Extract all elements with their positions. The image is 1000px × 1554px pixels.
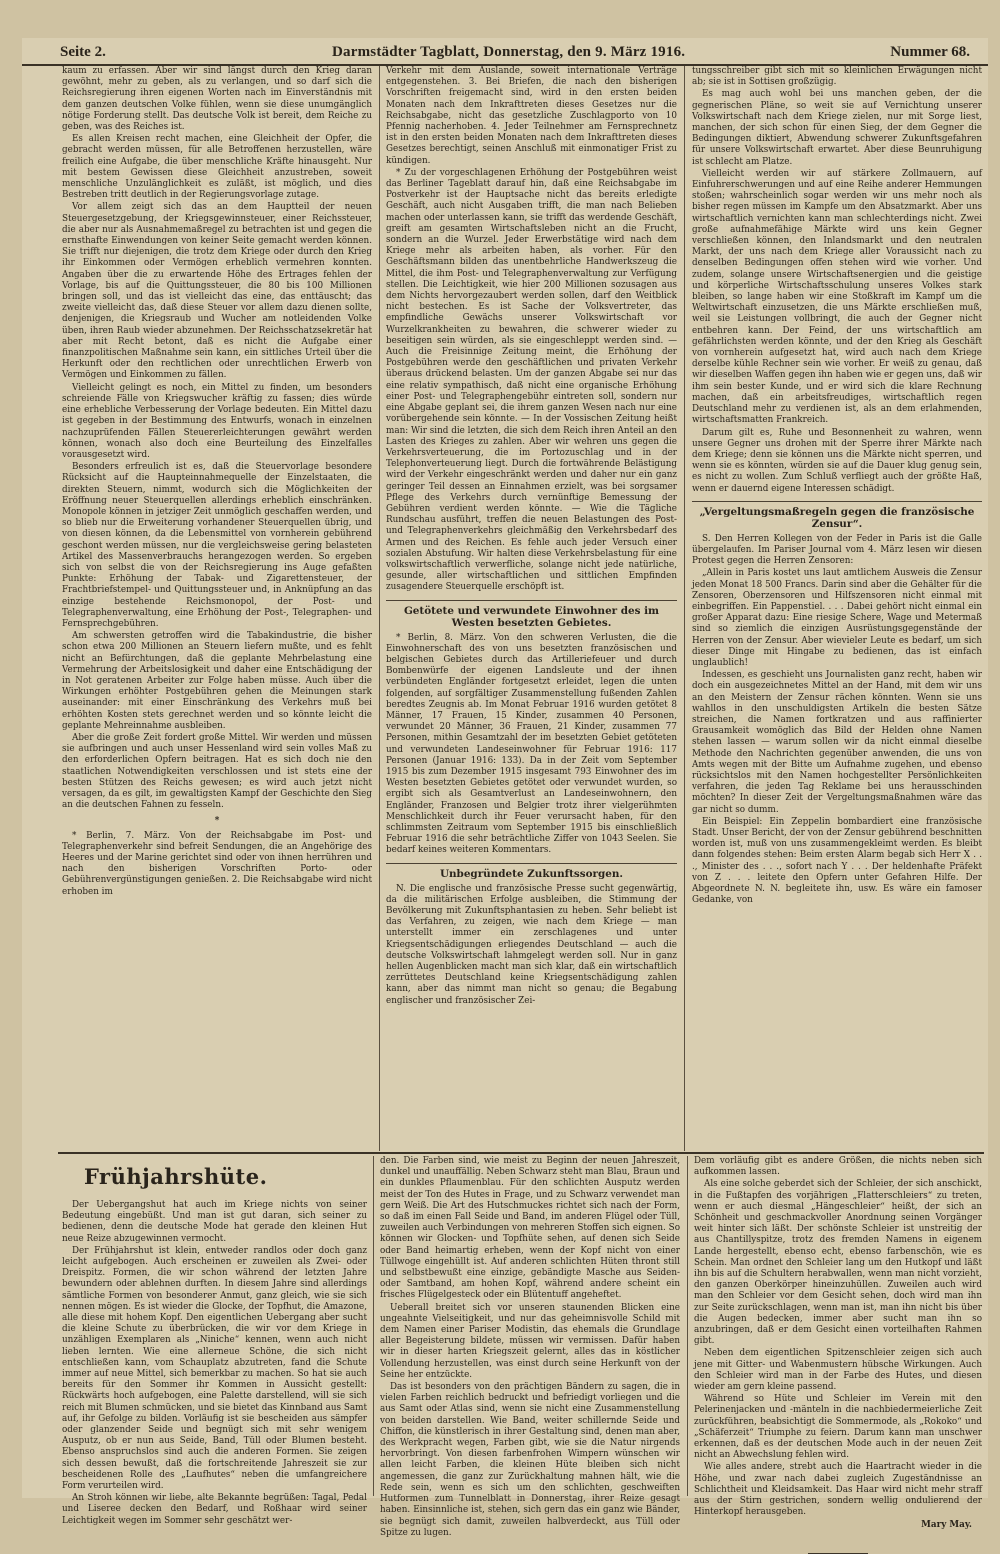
- paragraph: Vor allem zeigt sich das an dem Hauptteil der neuen Steuergesetzgebung, der Kriegsgewinnsteuer, einer Reichssteuer, die aber nur als Ausnahmemaßregel zu betrachten ist und gegen die ernsthafte Einwendungen von keiner Seite gemacht werden können. Sie trifft nur diejenigen, die trotz dem Kriege oder durch den Krieg ihr Einkommen oder Vermögen erheblich vermehren konnten. Angaben über die zu erwartende Höhe des Ertrages fehlen der Vorlage, bis auf die Quittungssteuer, die 80 bis 100 Millionen bringen soll, und das ist vielleicht das eine, das enttäuscht; das zweite vielleicht das, daß diese Steuer vor allem dazu dienen sollte, denjenigen, die Kriegsraub und Wucher am notleidenden Volke üben, ihren Raub wieder abzunehmen. Der Reichsschatzsekretär hat aber mit Recht betont, daß es nicht die Aufgabe einer finanzpolitischen Maßnahme sein kann, ein sittliches Urteil über die Herkunft oder den rechtlichen oder unrechtlichen Erwerb von Vermögen und Einkommen zu fällen.: [62, 202, 372, 381]
- column-divider: [379, 66, 380, 1151]
- feuilleton-column-3: [694, 1156, 982, 1530]
- paragraph: „Allein in Paris kostet uns laut amtlichem Ausweis die Zensur jeden Monat 18 500 Francs. Darin sind aber die Gehälter für die Zensoren, Oberzensoren und Hilfszensoren nicht einmal mit einbegriffen. Ein Pappenstiel. . . . Dabei gehört nicht einmal ein großer Apparat dazu: Eine riesige Schere, Wage und Metermaß sind so ziemlich die einzigen Ausrüstungsgegenstände der Herren von der Zensur. Aber wievieler Leute es bedarf, um sich dieser Dinge mit Hingabe zu bedienen, das ist einfach unglaublich!: [692, 568, 982, 668]
- article-heading: „Vergeltungsmaßregeln gegen die französische Zensur“.: [692, 501, 982, 530]
- paragraph: * Berlin, 8. März. Von den schweren Verlusten, die die Einwohnerschaft des von uns besetzten französischen und belgischen Gebietes durch das Artilleriefeuer und durch Bombenwürfe der eigenen Landsleute und der ihnen verbündeten Engländer fortgesetzt erleidet, legen die unten folgenden, auf sorgfältiger Zusammenstellung fußenden Zahlen beredtes Zeugnis ab. Im Monat Februar 1916 wurden getötet 8 Männer, 17 Frauen, 15 Kinder, zusammen 40 Personen, verwundet 20 Männer, 36 Frauen, 21 Kinder, zusammen 77 Personen, mithin Gesamtzahl der im besetzten Gebiet getöteten und verwundeten Landeseinwohner für Februar 1916: 117 Personen (Januar 1916: 133). Da in der Zeit vom September 1915 bis zum Dezember 1915 insgesamt 793 Einwohner des im Westen besetzten Gebietes getötet oder verwundet wurden, so ergibt sich als Gesamtverlust an Landeseinwohnern, den Engländer, Franzosen und Belgier trotz ihrer vielgerühmten Menschlichkeit durch ihr Feuer verursacht haben, für den schlimmsten Zeitraum vom September 1915 bis einschließlich Februar 1916 die sehr beträchtliche Ziffer von 1043 Seelen. Sie bedarf keines weiteren Kommentars.: [386, 632, 677, 856]
- column-divider: [373, 1156, 374, 1496]
- paragraph: Vielleicht gelingt es noch, ein Mittel zu finden, um besonders schreiende Fälle von Kriegswucher kräftig zu fassen; dies würde eine erhebliche Verbesserung der Vorlage bedeuten. Ein Mittel dazu ist gegeben in der Bestimmung des Entwurfs, wonach in einzelnen nachzuprüfenden Fällen Steuererleichterungen gewährt werden können, wonach also doch eine Beurteilung des Einzelfalles vorausgesetzt wird.: [62, 382, 372, 460]
- paragraph: Ein Beispiel: Ein Zeppelin bombardiert eine französische Stadt. Unser Bericht, der von der Zensur gebührend beschnitten worden ist, muß von uns zusammengekleimt werden. Es bleibt dann folgendes stehen: Beim ersten Alarm begab sich Herr X . . ., Minister des . . ., sofort nach Y . . . Der heldenhafte Präfekt von Z . . . leitete den Opfern unter Gefahren Hilfe. Der Abgeordnete N. N. begleitete ihn, usw. Es wäre ein famoser Gedanke, von: [692, 816, 983, 906]
- paragraph: Darum gilt es, Ruhe und Besonnenheit zu wahren, wenn unsere Gegner uns drohen mit der Sperre ihrer Märkte nach dem Kriege; denn sie können uns die Märkte nicht sperren, und wenn sie es könnten, würden sie auf die Dauer klug genug sein, es nicht zu wollen. Zum Schluß verfliegt auch der größte Haß, wenn er dauernd eigene Interessen schädigt.: [692, 427, 982, 494]
- paragraph: Aber die große Zeit fordert große Mittel. Wir werden und müssen sie aufbringen und auch unser Hessenland wird sein volles Maß zu den erforderlichen Opfern beitragen. Hat es sich doch nie den staatlichen Notwendigkeiten verschlossen und ist stets eine der besten Stützen des Reichs gewesen; es wird auch jetzt nicht versagen, da es gilt, im gewaltigsten Kampf der Geschichte den Sieg an die deutschen Fahnen zu fesseln.: [62, 732, 372, 811]
- feuilleton-title: Frühjahrshüte.: [84, 1164, 268, 1189]
- column-divider: [687, 1156, 688, 1496]
- feuilleton-column-2: [380, 1156, 680, 1538]
- paragraph: S. Den Herren Kollegen von der Feder in Paris ist die Galle übergelaufen. Im Pariser Journal vom 4. März lesen wir diesen Protest gegen die Herren Zensoren:: [692, 533, 982, 567]
- paragraph: Besonders erfreulich ist es, daß die Steuervorlage besondere Rücksicht auf die Haupteinnahmequelle der Einzelstaaten, die direkten Steuern, nimmt, wodurch sich die Möglichkeiten der Eröffnung neuer Steuerquellen allerdings erheblich einschränken. Monopole können in jetziger Zeit unmöglich geschaffen werden, und so blieb nur die Erweiterung vorhandener Steuerquellen übrig, und von diesen können, da die Lebensmittel von vornherein gebührend geschont werden müssen, nur die vergleichsweise gering belasteten Artikel des Massenverbrauchs herangezogen werden. So ergeben sich von selbst die von der Reichsregierung ins Auge gefaßten Punkte: Erhöhung der Tabak- und Zigarettensteuer, der Frachtbriefstempel- und Quittungssteuer und, in Anknüpfung an das einzige bestehende Reichsmonopol, der Post- und Telegraphenverwaltung, eine Erhöhung der Post-, Telegraphen- und Fernsprechgebühren.: [62, 462, 372, 629]
- masthead-date: Darmstädter Tagblatt, Donnerstag, den 9. März 1916.: [332, 44, 686, 60]
- paragraph: kaum zu erfassen. Aber wir sind längst durch den Krieg daran gewöhnt, mehr zu geben, als zu verlangen, und so darf sich die Reichsregierung ihren eigenen Worten nach im Einverständnis mit dem ganzen deutschen Volke fühlen, wenn sie diese unumgänglich nötige Forderung stellt. Das deutsche Volk ist bereit, dem Reiche zu geben, was des Reiches ist.: [62, 66, 372, 133]
- section-star-divider: *: [214, 816, 220, 827]
- page-header: [22, 42, 988, 66]
- paragraph: Während so Hüte und Schleier im Verein mit den Pelerinenjacken und -mänteln in die nachbiedermeierliche Zeit zurückführen, beabsichtigt die Sommermode, als „Rokoko“ und „Schäferzeit“ Triumphe zu feiern. Darum kann man unschwer erkennen, daß es der deutschen Mode auch in der neuen Zeit nicht an Abwechslung fehlen wird.: [694, 1394, 982, 1461]
- paragraph: Vielleicht werden wir auf stärkere Zollmauern, auf Einfuhrerschwerungen und auf eine Reihe anderer Hemmungen stoßen; wahrscheinlich sogar werden wir uns mehr noch als bisher regen müssen im Kampfe um den Absatzmarkt. Aber uns wirtschaftlich vernichten kann man schlechterdings nicht. Zwei große aufnahmefähige Märkte wird uns kein Gegner verschließen können, den Inlandsmarkt und den neutralen Markt, der uns nach dem Kriege aller Voraussicht nach zu denselben Bedingungen offen stehen wird wie vorher. Und zudem, solange unsere Wirtschaftsenergien und die geistige und körperliche Wirtschaftsschulung unseres Volkes stark bleiben, so lange haben wir eine Stoßkraft im Kampf um die Weltwirtschaft einzusetzen, die uns Märkte erschließen muß, weil sie Leistungen vollbringt, die auch der Gegner nicht entbehren kann. Der Feind, der uns wirtschaftlich am gefährlichsten werden könnte, und der den Krieg als Geschäft von vornherein aufgesetzt hat, wird auch nach dem Kriege derselbe kühle Rechner sein wie vorher. Er weiß zu genau, daß wir dieselben Waffen gegen ihn haben wie er gegen uns, daß wir ihm sein bester Kunde, und er wird sich die klare Rechnung machen, daß ein arbeitsfreudiges, wirtschaftlich regen Deutschland mehr zu verdienen ist, als an dem erlahmenden, wirtschaftsmatten Frankreich.: [692, 168, 982, 426]
- article-heading: Getötete und verwundete Einwohner des im Westen besetzten Gebietes.: [386, 600, 677, 629]
- paragraph: Verkehr mit dem Auslande, soweit internationale Verträge entgegenstehen. 3. Bei Briefen, die nach den bisherigen Vorschriften freigemacht sind, wird in den ersten beiden Monaten nach dem Inkrafttreten dieses Gesetzes nur die Reichsabgabe, nicht das gesetzliche Zuschlagporto von 10 Pfennig nacherhoben. 4. Jeder Teilnehmer am Fernsprechnetz ist in den ersten beiden Monaten nach dem Inkrafttreten dieses Gesetzes berechtigt, seinen Anschluß mit einmonatiger Frist zu kündigen.: [386, 66, 677, 166]
- paragraph: Der Uebergangshut hat auch im Kriege nichts von seiner Bedeutung eingebüßt. Und man ist gut daran, sich seiner zu bedienen, denn die deutsche Mode hat gerade den kleinen Hut neue Reize abzugewinnen vermocht.: [62, 1200, 367, 1244]
- paragraph: Ueberall breitet sich vor unseren staunenden Blicken eine ungeahnte Vielseitigkeit, und nur das geheimnisvolle Schild mit dem Namen einer Pariser Modistin, das ehemals die Grundlage aller Begeisterung bildete, müssen wir vermissen. Dafür haben wir in dieser harten Kriegszeit gelernt, alles das in köstlicher Vollendung herzustellen, was einst durch seine Herkunft von der Seine her entzückte.: [380, 1302, 680, 1380]
- paragraph: * Berlin, 7. März. Von der Reichsabgabe im Post- und Telegraphenverkehr sind befreit Sendungen, die an Angehörige des Heeres und der Marine gerichtet sind oder von ihnen herrühren und nach den bisherigen Vorschriften Porto- oder Gebührenvergünstigungen genießen. 2. Die Reichsabgabe wird nicht erhoben im: [62, 830, 372, 897]
- column-1: [62, 66, 372, 1148]
- paragraph: Wie alles andere, strebt auch die Haartracht wieder in die Höhe, und zwar nach dabei zugleich Zugeständnisse an Schlichtheit und Kleidsamkeit. Das Haar wird nicht mehr straff aus der Stirn gestrichen, sondern wellig ondulierend der Hinterkopf herausgeben.: [694, 1462, 982, 1518]
- page-number: Seite 2.: [60, 44, 106, 60]
- issue-number: Nummer 68.: [890, 44, 970, 60]
- paragraph: Es allen Kreisen recht machen, eine Gleichheit der Opfer, die gebracht werden müssen, für alle Betroffenen herzustellen, wäre freilich eine Aufgabe, die über menschliche Kräfte hinausgeht. Nur mit bestem Gewissen diese Gleichheit anzustreben, soweit menschliche Unzulänglichkeit es zuläßt, ist möglich, und dies Bestreben tritt deutlich in der Regierungsvorlage zutage.: [62, 134, 372, 201]
- paragraph: An Stroh können wir liebe, alte Bekannte begrüßen: Tagal, Pedal und Liseree decken den Bedarf, und Roßhaar wird seiner Leichtigkeit wegen im Sommer sehr geschätzt wer-: [62, 1493, 367, 1526]
- paragraph: Am schwersten getroffen wird die Tabakindustrie, die bisher schon etwa 200 Millionen an Steuern liefern mußte, und es fehlt nicht an Befürchtungen, daß die geplante Mehrbelastung eine Vermehrung der Arbeitslosigkeit und daher eine Entschädigung der in Not geratenen Arbeiter zur Folge haben müsse. Auch über die Wirkungen erhöhter Postgebühren gehen die Meinungen stark auseinander: mit einer Einschränkung des Verkehrs muß bei erhöhten Kosten stets gerechnet werden und so könnte leicht die geplante Mehreinnahme ausbleiben.: [62, 631, 372, 731]
- newspaper-page: [22, 38, 988, 1538]
- paragraph: * Zu der vorgeschlagenen Erhöhung der Postgebühren weist das Berliner Tageblatt darauf hin, daß eine Reichsabgabe im Postverkehr ist der Hauptsache nicht das bereits erledigte Geschäft, auch nicht Ausgaben trifft, die man nach Belieben machen oder unterlassen kann, sie trifft das werdende Geschäft, greift am gesamten Wirtschaftsleben nicht an die Frucht, sondern an die Wurzel. Jeder Erwerbstätige wird nach dem Kriege mehr als arbeiten haben, als vorher. Für den Geschäftsmann bilden das unentbehrliche Handwerkszeug die Mittel, die ihm Post- und Telegraphenverwaltung zur Verfügung stellen. Die Leichtigkeit, wie hier 200 Millionen sozusagen aus dem Nichts hervorgezaubert werden sollen, darf den Weitblick nicht bestechen. Es ist Sache der Volksvertreter, das empfindliche Gewächs unserer Volkswirtschaft vor Wurzelkrankheiten zu bewahren, die schwerer wieder zu beseitigen sein würden, als sie eingeschleppt werden sind. — Auch die Freisinnige Zeitung meint, die Erhöhung der Postgebühren werde den geschäftlichen und privaten Verkehr überaus drückend belasten. Um der ganzen Abgabe sei nur das eine relativ sympathisch, daß nicht eine organische Erhöhung einer Post- und Telegraphengebühr eintreten soll, sondern nur eine Abgabe geplant sei, die ihrem ganzen Wesen nach nur eine vorübergehende sein könnte. — In der Vossischen Zeitung heißt man: Wir sind die letzten, die sich dem Reich ihren Anteil an den Lasten des Krieges zu zahlen. Aber wir wehren uns gegen die Verkehrsverteuerung, die im Portozuschlag und in der Telephonverteuerung liegt. Durch die fortwährende Belästigung wird der Verkehr eingeschränkt werden und daher nur ein ganz geringer Teil dessen an Einnahmen erzielt, was bei sorgsamer Pflege des Verkehrs durch vernünftige Bemessung der Gebühren verdient werden könnte. — Wie die Tägliche Rundschau ausführt, treffen die neuen Belastungen des Post- und Telegraphenverkehrs gleichmäßig den Verkehrsbedarf des Armen und des Reichen. Es fehle auch jeder Versuch einer sozialen Abstufung. Wir halten diese Verkehrsbelastung für eine volkswirtschaftlich verwerfliche, solange nicht jede natürliche, gesunde, aller wirtschaftlichen und sittlichen Empfinden zusagendere Steuerquelle erschöpft ist.: [386, 167, 677, 593]
- paragraph: Als eine solche geberdet sich der Schleier, der sich anschickt, in die Fußtapfen des vorjährigen „Flatterschleiers“ zu treten, wenn er auch diesmal „Hängeschleier“ heißt, der sich an Schönheit und geschmackvoller Anordnung seinen Vorgänger weit hinter sich läßt. Der schönste Schleier ist unstreitig der aus Chantillyspitze, trotz des fremden Namens in eigenem Lande hergestellt, ebenso echt, ebenso farbenschön, wie es Schein. Man ordnet den Schleier lang um den Hutkopf und läßt ihn bis auf die Schultern herabwallen, wenn man nicht vorzieht, den ganzen Oberkörper hineinzuhüllen. Zuweilen auch wird man den Schleier vor dem Gesicht sehen, doch wird man ihn zur Seite zurückschlagen, wenn man ist, man ihn nicht bis über die Augen bedecken, immer aber sucht man ihn so anzubringen, daß er dem Gesicht einen vorteilhaften Rahmen gibt.: [694, 1179, 982, 1347]
- author-signature: Mary May.: [921, 1519, 972, 1530]
- paragraph: N. Die englische und französische Presse sucht gegenwärtig, da die militärischen Erfolge ausbleiben, die Stimmung der Bevölkerung mit Zukunftsphantasien zu heben. Sehr beliebt ist das Verfahren, zu zeigen, wie nach dem Kriege — man unterstellt immer ein zerschlagenes und unter Kriegsentschädigungen erliegendes Deutschland — auch die deutsche Volkswirtschaft lahmgelegt werden soll. Nur in ganz hellen Augenblicken macht man sich klar, daß ein wirtschaftlich zerrüttetes Deutschland keine Kriegsentschädigung zahlen kann, aber das nimmt man nicht so genau; die Begabung englischer und französischer Zei-: [386, 883, 677, 1006]
- column-3: [692, 66, 982, 1148]
- feuilleton-column-1: [62, 1156, 367, 1526]
- feuilleton-rule: [58, 1152, 984, 1154]
- paragraph: Es mag auch wohl bei uns manchen geben, der die gegnerischen Pläne, so weit sie auf Vernichtung unserer Volkswirtschaft nach dem Kriege zielen, nur mit Sorge liest, manchen, der sich schon für einen Sieg, der dem Gegner die Bedingungen diktiert, Abwendung schwerer Zukunftsgefahren für unsere Volkswirtschaft erwartet. Aber diese Beunruhigung ist schlecht am Platze.: [692, 89, 982, 167]
- paragraph: Indessen, es geschieht uns Journalisten ganz recht, haben wir doch ein ausgezeichnetes Mittel an der Hand, mit dem wir uns an den Meistern der Zensur rächen könnten. Wenn sie uns wahllos in den unschuldigsten Artikeln die besten Sätze streichen, die Namen fortkratzen und aus raffinierter Grausamkeit womöglich das Bild der Helden ohne Namen stehen lassen — warum sollen wir da nicht einmal dieselbe Methode den Nachrichten gegenüber anwenden, die uns von Amts wegen mit der Bitte um Aufnahme zugehen, und ebenso rücksichtslos mit den Namen hochgestellter Persönlichkeiten verfahren, die jeden Tag Reklame bei uns herausschinden möchten? In dieser Zeit der Vergeltungsmaßnahmen wäre das gar nicht so dumm.: [692, 670, 982, 815]
- paragraph: Der Frühjahrshut ist klein, entweder randlos oder doch ganz leicht aufgebogen. Auch erscheinen er zuweilen als Zwei- oder Dreispitz. Formen, die wir schon während der letzten Jahre bewundern oder ablehnen durften. In diesem Jahre sind allerdings sämtliche Formen von besonderer Anmut, ganz gleich, wie sie sich nennen mögen. Es ist wieder die Glocke, der Topfhut, die Amazone, alle diese mit hohem Kopf. Den eigentlichen Uebergang aber sucht die kleine Schute zu überbrücken, die wir vor dem Kriege in unzähligen Exemplaren als „Niniche“ kennen, wenn auch nicht lieben lernten. Wie eine allerneue Schöne, die sich nicht entschließen kann, vom Schauplatz abzutreten, fand die Schute immer auf neue Mittel, sich bemerkbar zu machen. So hat sie auch bereits für den Sommer ihr Kommen in Aussicht gestellt: Rückwärts hoch aufgebogen, eine Palette darstellend, will sie sich reich mit Blumen schmücken, und sie bietet das Kinnband aus Samt auf, ihr Gefolge zu bilden. Vorläufig ist sie bescheiden aus sämpfer oder glanzender Seide und begnügt sich mit sehr wenigem Ausputz, ob er nun aus Seide, Band, Tüll oder Blumen besteht. Ebenso anspruchslos sind auch die anderen Formen. Sie zeigen sich dessen bewußt, daß die fortschreitende Jahreszeit sie zur bescheidenen Rolle des „Laufhutes“ neben die umfangreichere Form verurteilen wird.: [62, 1245, 367, 1492]
- paragraph: den. Die Farben sind, wie meist zu Beginn der neuen Jahreszeit, dunkel und unauffällig. Neben Schwarz steht man Blau, Braun und ein dunkles Pflaumenblau. Für den schlichten Ausputz werden meist der Ton des Hutes in Frage, und zu Schwarz verwendet man gern Weiß. Die Art des Hutschmuckes richtet sich nach der Form, so daß im einen Fall Seide und Band, im anderen Flügel oder Tüll, zuweilen auch Verbindungen von mehreren Stoffen sich eignen. So können wir Glocken- und Topfhüte sehen, auf denen sich Seide oder Band heimartig erheben, wenn der Kopf nicht von einer Tüllwoge eingehüllt ist. Auf anderen schlichten Hüten thront still und selbstbewußt eine einzige, gebändigte Masche aus Seiden- oder Samtband, am hohen Kopf, während andere scheint ein frisches Flügelgesteck oder ein Blütentuff angeheftet.: [380, 1156, 680, 1301]
- paragraph: Das ist besonders von den prächtigen Bändern zu sagen, die in vielen Farben reichlich bedruckt und befriedigt vorliegen und die aus Samt oder Atlas sind, wenn sie nicht eine Zusammenstellung von beiden darstellen. Wie Band, weiter schillernde Seide und Chiffon, die künstlerisch in ihrer Gestaltung sind, denen man aber, des Werkpracht wegen, Farben gibt, wie sie die Natur nirgends hervorbringt. Von diesen farbenfrohen Wimpern wünschen wir allen leicht Farben, die kleinen Hüte bleiben sich nicht angemessen, die ganz zur Zurückhaltung mahnen hält, wie die Rede sein, wenn es sich um den schlichten, geschweiften Hutformen zum Tunnelblatt in Donnerstag, ihrer Reize gesagt haben. Einsinnliche ist, stehen, sich gern das ein ganz wie Bänder, sie begnügt sich damit, zuweilen halbverdeckt, aus Tüll oder Spitze zu lugen.: [380, 1382, 680, 1538]
- paragraph: Neben dem eigentlichen Spitzenschleier zeigen sich auch jene mit Gitter- und Wabenmustern hübsche Wirkungen. Auch den Schleier wird man in der Farbe des Hutes, und diesen wieder am gern kleine passend.: [694, 1348, 982, 1393]
- article-heading: Unbegründete Zukunftssorgen.: [386, 863, 677, 880]
- column-divider: [684, 66, 685, 1151]
- paragraph: Dem vorläufig gibt es andere Größen, die nichts neben sich aufkommen lassen.: [694, 1156, 982, 1178]
- column-2: [386, 66, 677, 1148]
- paragraph: tungsschreiber gibt sich mit so kleinlichen Erwägungen nicht ab; sie ist in Sottisen großzügig.: [692, 66, 982, 88]
